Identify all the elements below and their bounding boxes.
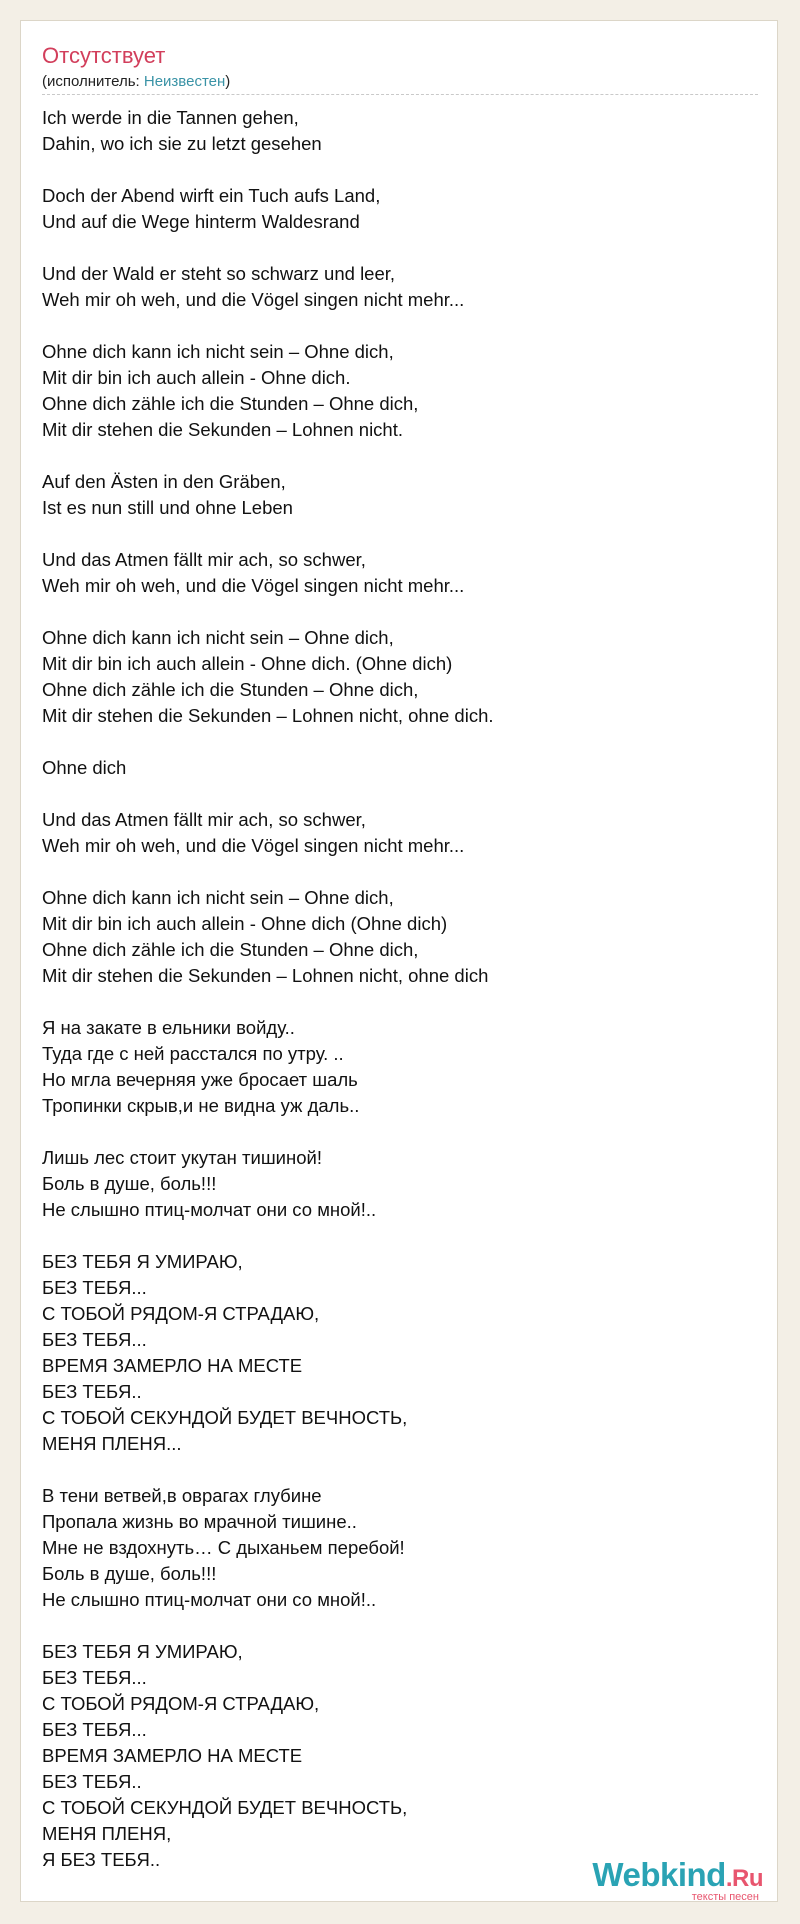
lyric-line: Но мгла вечерняя уже бросает шаль [42, 1069, 358, 1090]
artist-line [42, 73, 230, 91]
lyric-line: БЕЗ ТЕБЯ... [42, 1277, 147, 1298]
lyric-line: БЕЗ ТЕБЯ Я УМИРАЮ, [42, 1251, 243, 1272]
lyric-line: Weh mir oh weh, und die Vögel singen nicht mehr... [42, 289, 465, 310]
lyric-line: Ohne dich zähle ich die Stunden – Ohne dich, [42, 393, 419, 414]
lyric-line: Я БЕЗ ТЕБЯ.. [42, 1849, 161, 1870]
lyric-line: Mit dir bin ich auch allein - Ohne dich. (Ohne dich) [42, 653, 453, 674]
lyric-line: Und auf die Wege hinterm Waldesrand [42, 211, 360, 232]
stanza-break [42, 859, 758, 885]
artist-link[interactable]: Неизвестен [143, 73, 226, 90]
lyric-line: МЕНЯ ПЛЕНЯ, [42, 1823, 172, 1844]
lyric-line: БЕЗ ТЕБЯ.. [42, 1771, 142, 1792]
stanza-break [42, 729, 758, 755]
lyric-line: Туда где с ней расстался по утру. .. [42, 1043, 344, 1064]
lyric-line: Und das Atmen fällt mir ach, so schwer, [42, 549, 366, 570]
logo-tagline: тексты песен [691, 1891, 759, 1903]
lyric-line: Und der Wald er steht so schwarz und leer, [42, 263, 396, 284]
stanza-break [42, 157, 758, 183]
lyric-line: Тропинки скрыв,и не видна уж даль.. [42, 1095, 360, 1116]
lyric-line: Auf den Ästen in den Gräben, [42, 471, 286, 492]
artist-prefix: (исполнитель: [42, 73, 144, 90]
lyric-line: МЕНЯ ПЛЕНЯ... [42, 1433, 182, 1454]
lyric-line: В тени ветвей,в оврагах глубине [42, 1485, 322, 1506]
lyric-line: ВРЕМЯ ЗАМЕРЛО НА МЕСТЕ [42, 1355, 303, 1376]
lyric-line: Und das Atmen fällt mir ach, so schwer, [42, 809, 366, 830]
lyric-line: С ТОБОЙ РЯДОМ-Я СТРАДАЮ, [42, 1693, 320, 1714]
lyric-line: Ohne dich zähle ich die Stunden – Ohne dich, [42, 939, 419, 960]
logo-tld-text: .Ru [725, 1865, 763, 1892]
lyric-line: Mit dir stehen die Sekunden – Lohnen nicht, ohne dich [42, 965, 489, 986]
stanza-break [42, 1223, 758, 1249]
stanza-break [42, 781, 758, 807]
lyric-line: Weh mir oh weh, und die Vögel singen nicht mehr... [42, 835, 465, 856]
stanza-break [42, 1119, 758, 1145]
lyric-line: С ТОБОЙ СЕКУНДОЙ БУДЕТ ВЕЧНОСТЬ, [42, 1797, 408, 1818]
stanza-break [42, 521, 758, 547]
lyric-line: БЕЗ ТЕБЯ... [42, 1719, 147, 1740]
lyric-line: Ist es nun still und ohne Leben [42, 497, 293, 518]
lyric-line: Doch der Abend wirft ein Tuch aufs Land, [42, 185, 381, 206]
lyric-line: Mit dir bin ich auch allein - Ohne dich. [42, 367, 351, 388]
lyric-line: Mit dir stehen die Sekunden – Lohnen nicht. [42, 419, 403, 440]
logo-main-text: Webkind [592, 1856, 726, 1893]
stanza-break [42, 313, 758, 339]
stanza-break [42, 235, 758, 261]
lyric-line: Mit dir stehen die Sekunden – Lohnen nicht, ohne dich. [42, 705, 494, 726]
lyric-line: С ТОБОЙ СЕКУНДОЙ БУДЕТ ВЕЧНОСТЬ, [42, 1407, 408, 1428]
lyric-line: Не слышно птиц-молчат они со мной!.. [42, 1199, 377, 1220]
lyric-line: Пропала жизнь во мрачной тишине.. [42, 1511, 357, 1532]
artist-suffix: ) [225, 73, 231, 90]
lyric-line: Боль в душе, боль!!! [42, 1563, 217, 1584]
lyric-line: Ohne dich kann ich nicht sein – Ohne dich, [42, 627, 394, 648]
lyric-line: Dahin, wo ich sie zu letzt gesehen [42, 133, 322, 154]
lyrics-text [42, 105, 758, 1873]
lyric-line: ВРЕМЯ ЗАМЕРЛО НА МЕСТЕ [42, 1745, 303, 1766]
lyric-line: С ТОБОЙ РЯДОМ-Я СТРАДАЮ, [42, 1303, 320, 1324]
lyric-line: Mit dir bin ich auch allein - Ohne dich (Ohne dich) [42, 913, 448, 934]
lyric-line: БЕЗ ТЕБЯ.. [42, 1381, 142, 1402]
lyrics-card [20, 20, 778, 1902]
lyric-line: БЕЗ ТЕБЯ... [42, 1329, 147, 1350]
webkind-logo[interactable] [583, 1857, 763, 1907]
song-title: Отсутствует [42, 43, 166, 68]
lyric-line: БЕЗ ТЕБЯ Я УМИРАЮ, [42, 1641, 243, 1662]
lyric-line: Ohne dich zähle ich die Stunden – Ohne dich, [42, 679, 419, 700]
lyric-line: Weh mir oh weh, und die Vögel singen nicht mehr... [42, 575, 465, 596]
lyric-line: Ich werde in die Tannen gehen, [42, 107, 299, 128]
lyric-line: Ohne dich kann ich nicht sein – Ohne dich, [42, 887, 394, 908]
title-divider [42, 94, 758, 95]
lyric-line: БЕЗ ТЕБЯ... [42, 1667, 147, 1688]
stanza-break [42, 1457, 758, 1483]
stanza-break [42, 599, 758, 625]
lyric-line: Не слышно птиц-молчат они со мной!.. [42, 1589, 377, 1610]
stanza-break [42, 443, 758, 469]
stanza-break [42, 1613, 758, 1639]
lyric-line: Я на закате в ельники войду.. [42, 1017, 295, 1038]
stanza-break [42, 989, 758, 1015]
lyric-line: Мне не вздохнуть… С дыханьем перебой! [42, 1537, 405, 1558]
lyric-line: Ohne dich kann ich nicht sein – Ohne dich, [42, 341, 394, 362]
lyric-line: Лишь лес стоит укутан тишиной! [42, 1147, 322, 1168]
lyric-line: Ohne dich [42, 757, 127, 778]
lyric-line: Боль в душе, боль!!! [42, 1173, 217, 1194]
